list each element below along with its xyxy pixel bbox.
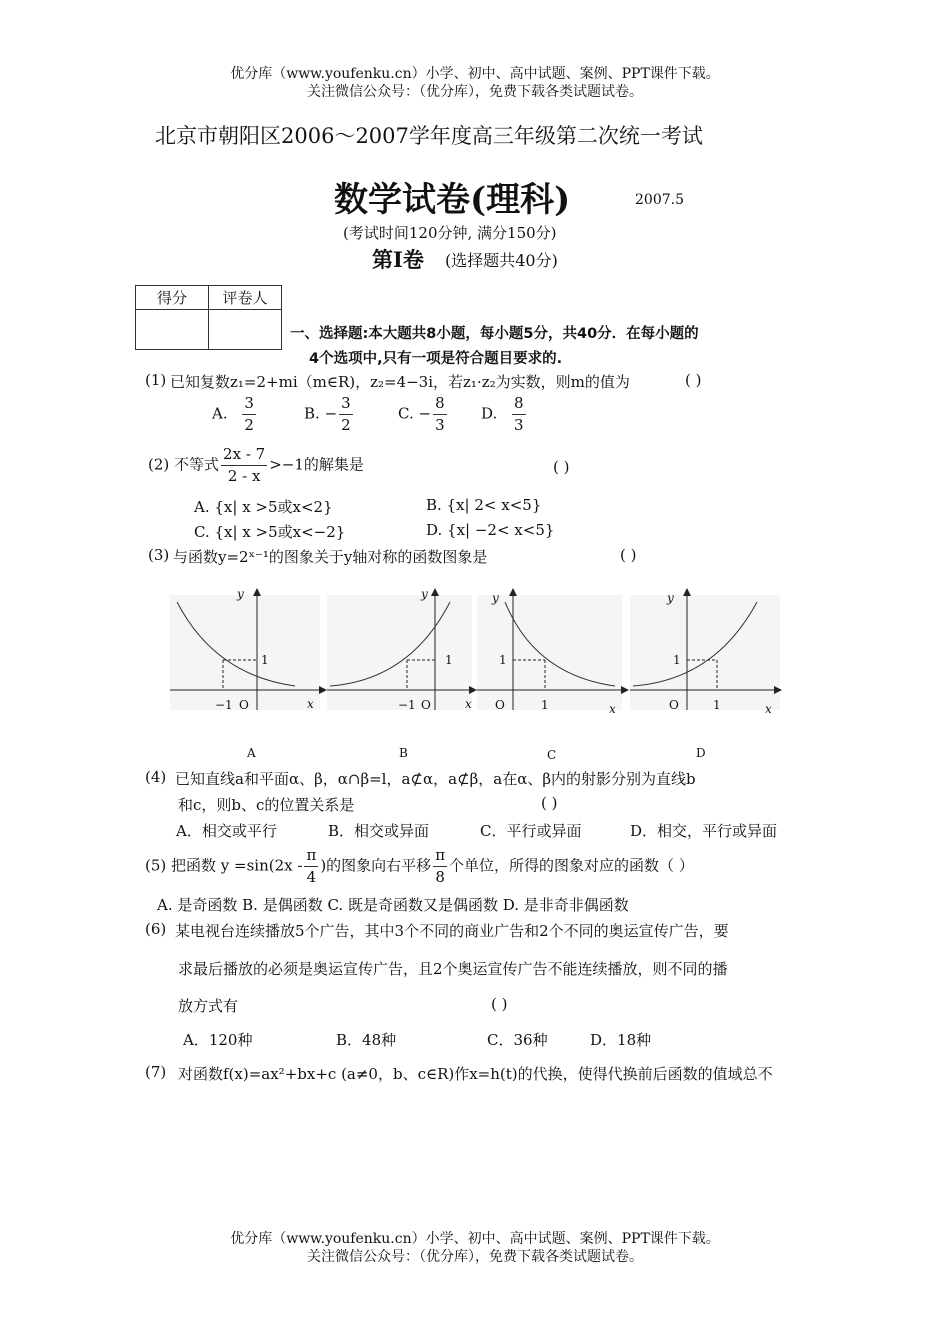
q3-number: (3) <box>148 546 170 564</box>
score-table <box>135 285 282 350</box>
q6-number: (6) <box>145 920 167 938</box>
q4-line1: 已知直线a和平面α、β，α∩β=l，a⊄α，a⊄β，a在α、β内的射影分别为直线b <box>175 770 696 788</box>
q1-option-c: C. − $\frac{8}{3}$ <box>398 394 445 434</box>
graph-a-origin: O <box>239 698 249 712</box>
graph-c-caption: C <box>547 748 557 762</box>
exam-date: 2007.5 <box>635 192 684 208</box>
header-line-1: 优分库（www.youfenku.cn）小学、初中、高中试题、案例、PPT课件下载。 <box>230 66 720 82</box>
graph-c <box>477 590 627 710</box>
q1-number: (1) <box>145 371 167 389</box>
q1-option-a: A. $\frac{3}{2}$ <box>212 394 254 434</box>
part-label: 第Ⅰ卷 <box>372 247 424 272</box>
q1-answer-paren: ( ) <box>685 371 702 389</box>
part-note: (选择题共40分) <box>445 251 558 270</box>
q4-number: (4) <box>145 768 167 786</box>
graph-a <box>170 590 325 710</box>
q2-option-d: D. {x| −2< x<5} <box>426 521 555 539</box>
graph-b <box>327 590 475 710</box>
graph-a-neg-one: −1 <box>215 698 233 712</box>
q4-option-c: C．平行或异面 <box>480 822 582 840</box>
q1-option-d: D. $\frac{8}{3}$ <box>481 394 524 434</box>
graph-c-y-label: y <box>492 591 499 605</box>
exam-title: 数学试卷(理科) <box>334 180 571 220</box>
q4-option-d: D．相交，平行或异面 <box>630 822 778 840</box>
section1-line2: 4个选项中,只有一项是符合题目要求的. <box>309 351 563 367</box>
q4-option-b: B．相交或异面 <box>328 822 430 840</box>
q7-text: 对函数f(x)=ax²+bx+c (a≠0，b、c∈R)作x=h(t)的代换，使得代换前后函数的值域总不 <box>178 1065 773 1083</box>
q2-answer-paren: ( ) <box>553 458 570 476</box>
q6-option-a: A．120种 <box>183 1031 253 1049</box>
q6-option-b: B．48种 <box>336 1031 397 1049</box>
graph-d-one: 1 <box>673 653 681 667</box>
graph-c-one: 1 <box>499 653 507 667</box>
graph-d-caption: D <box>696 746 706 760</box>
graph-b-x-label: x <box>465 697 472 711</box>
grader-cell <box>209 310 282 350</box>
graph-d-y-label: y <box>667 591 674 605</box>
q2-option-c: C. {x| x >5或x<−2} <box>194 523 346 541</box>
graph-b-neg-one: −1 <box>398 698 416 712</box>
q6-answer-paren: ( ) <box>491 995 508 1013</box>
graph-d <box>630 590 780 710</box>
graph-a-x-label: x <box>307 697 314 711</box>
q6-option-c: C．36种 <box>487 1031 548 1049</box>
exam-subtitle: 北京市朝阳区2006～2007学年度高三年级第二次统一考试 <box>155 124 703 148</box>
graph-d-x-label: x <box>765 702 772 716</box>
grader-header: 评卷人 <box>209 286 282 310</box>
q6-option-d: D．18种 <box>590 1031 652 1049</box>
q1-option-b: B. − $\frac{3}{2}$ <box>304 394 351 434</box>
q6-line3: 放方式有 <box>178 997 239 1015</box>
score-header: 得分 <box>136 286 209 310</box>
q3-answer-paren: ( ) <box>620 546 637 564</box>
q1-text: 已知复数z₁=2+mi（m∈R)，z₂=4−3i，若z₁·z₂为实数，则m的值为 <box>170 373 630 391</box>
q4-line2: 和c，则b、c的位置关系是 <box>178 796 355 814</box>
q3-text: 与函数y=2ˣ⁻¹的图象关于y轴对称的函数图象是 <box>173 548 488 566</box>
graph-a-y-label: y <box>237 587 244 601</box>
q6-line2: 求最后播放的必须是奥运宣传广告，且2个奥运宣传广告不能连续播放，则不同的播 <box>178 960 728 978</box>
graph-b-one: 1 <box>445 653 453 667</box>
header-line-2: 关注微信公众号：（优分库），免费下载各类试题试卷。 <box>307 84 643 100</box>
graph-a-one: 1 <box>261 653 269 667</box>
q5-options: A. 是奇函数 B. 是偶函数 C. 既是奇函数又是偶函数 D. 是非奇非偶函数 <box>157 896 629 914</box>
graph-c-x-label: x <box>609 702 616 716</box>
q5-stem: (5) 把函数 y =sin(2x - $\frac{\pi}{4}$ )的图象向右平移 $\frac{\pi}{8}$ 个单位，所得的图象对应的函数（ ） <box>145 846 694 886</box>
graph-c-origin: O <box>495 698 505 712</box>
graph-c-one-x: 1 <box>541 698 549 712</box>
footer-line-2: 关注微信公众号：（优分库），免费下载各类试题试卷。 <box>307 1249 643 1265</box>
q3-graphs <box>165 580 785 770</box>
score-cell <box>136 310 209 350</box>
q2-option-a: A. {x| x >5或x<2} <box>194 498 333 516</box>
q4-answer-paren: ( ) <box>541 794 558 812</box>
q4-option-a: A．相交或平行 <box>176 822 277 840</box>
graph-a-caption: A <box>247 746 256 760</box>
section1-line1: 一、选择题:本大题共8小题，每小题5分，共40分．在每小题的 <box>290 326 699 342</box>
graph-d-one-x: 1 <box>713 698 721 712</box>
footer-line-1: 优分库（www.youfenku.cn）小学、初中、高中试题、案例、PPT课件下载。 <box>230 1231 720 1247</box>
q7-number: (7) <box>145 1063 167 1081</box>
graph-b-y-label: y <box>421 587 428 601</box>
q6-line1: 某电视台连续播放5个广告，其中3个不同的商业广告和2个不同的奥运宣传广告，要 <box>175 922 729 940</box>
graph-b-caption: B <box>399 746 408 760</box>
graph-d-origin: O <box>669 698 679 712</box>
q2-stem: (2) 不等式 $\frac{2x - 7}{2 - x}$ >−1的解集是 <box>148 445 364 485</box>
graph-b-origin: O <box>421 698 431 712</box>
q2-option-b: B. {x| 2< x<5} <box>426 496 542 514</box>
exam-time-note: (考试时间120分钟, 满分150分) <box>343 224 557 242</box>
